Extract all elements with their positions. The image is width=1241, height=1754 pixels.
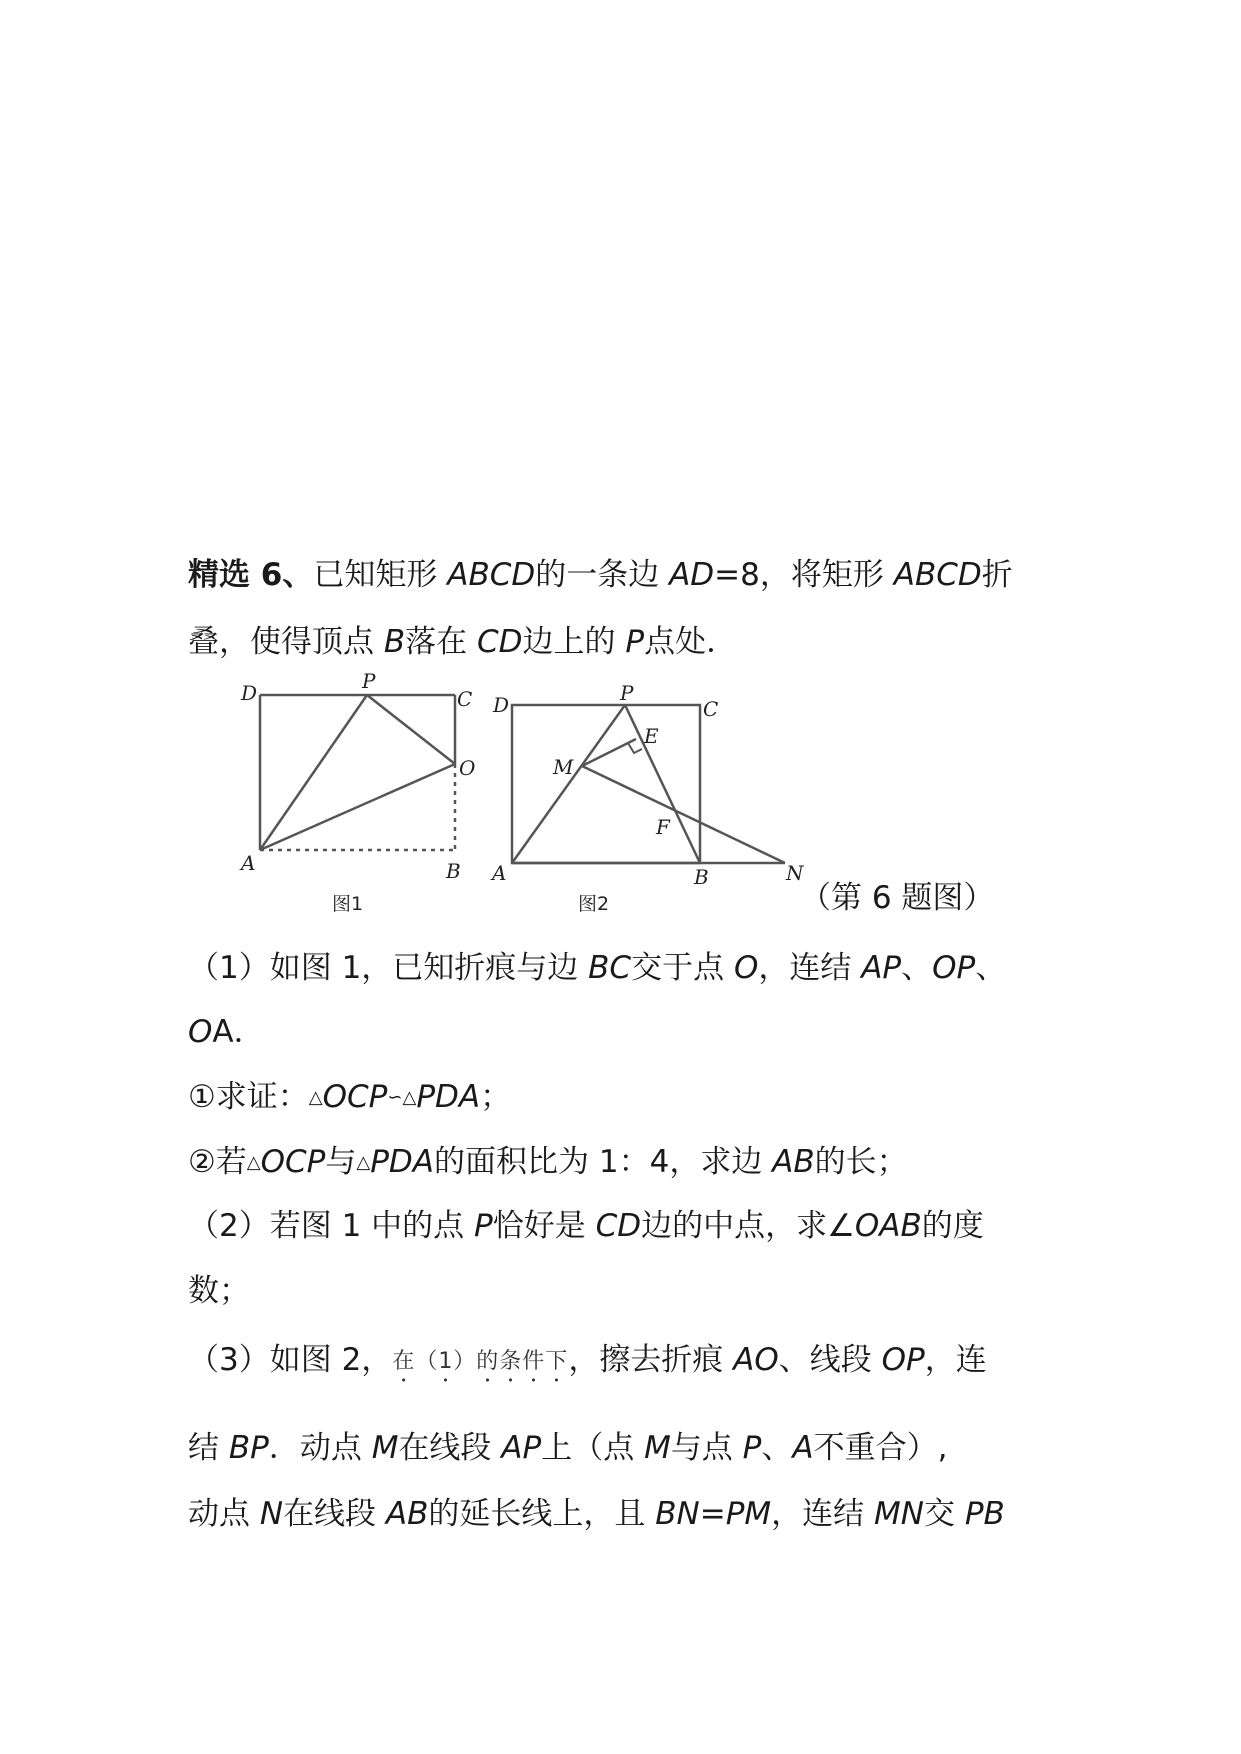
figure-caption: （第 6 题图） <box>800 880 995 916</box>
fig1-label-b: B <box>446 859 461 883</box>
problem-line-2: 叠，使得顶点 B落在 CD边上的 P点处． <box>188 624 738 660</box>
part3-line-c: 动点 N在线段 AB的延长线上，且 BN=PM，连结 MN交 PB <box>188 1496 1005 1532</box>
figure-1 <box>260 695 455 850</box>
fig1-label-c: C <box>457 687 473 711</box>
part2-line-a: （2）若图 1 中的点 P恰好是 CD边的中点，求∠OAB的度 <box>188 1208 984 1244</box>
fig1-label-o: O <box>459 756 476 780</box>
part1-line-c: ①求证：△OCP∽△PDA； <box>188 1079 512 1115</box>
part1-line-a: （1）如图 1，已知折痕与边 BC交于点 O，连结 AP、OP、 <box>188 950 1007 986</box>
fig1-label-p: P <box>362 669 376 693</box>
fig2-label-m: M <box>553 755 574 779</box>
fig2-label-f: F <box>656 815 670 839</box>
problem-label: 精选 6、 <box>188 557 314 593</box>
part3-line-a: （3）如图 2，在（1）的条件下，擦去折痕 AO、线段 OP，连 <box>188 1342 987 1378</box>
part3-line-b: 结 BP．动点 M在线段 AP上（点 M与点 P、A不重合）, <box>188 1430 948 1466</box>
fig1-label-d: D <box>241 681 258 705</box>
part1-line-d: ②若△OCP与△PDA的面积比为 1：4，求边 AB的长； <box>188 1144 908 1180</box>
fig1-label-a: A <box>241 851 256 875</box>
fig2-label-c: C <box>703 697 719 721</box>
fig1-caption: 图1 <box>332 893 364 915</box>
fig2-caption: 图2 <box>578 893 610 915</box>
fig2-label-n: N <box>786 861 804 885</box>
part1-line-b: OA． <box>188 1014 265 1050</box>
fig2-label-a: A <box>492 861 507 885</box>
part2-line-b: 数； <box>188 1273 250 1309</box>
emphasis-text: 在（1）的条件下 <box>392 1349 569 1374</box>
fig2-label-b: B <box>694 865 709 889</box>
fig2-label-e: E <box>644 724 659 748</box>
problem-line-1: 精选 6、已知矩形 ABCD的一条边 AD=8，将矩形 ABCD折 <box>188 557 1013 593</box>
fig2-label-d: D <box>493 693 510 717</box>
fig2-label-p: P <box>620 681 634 705</box>
